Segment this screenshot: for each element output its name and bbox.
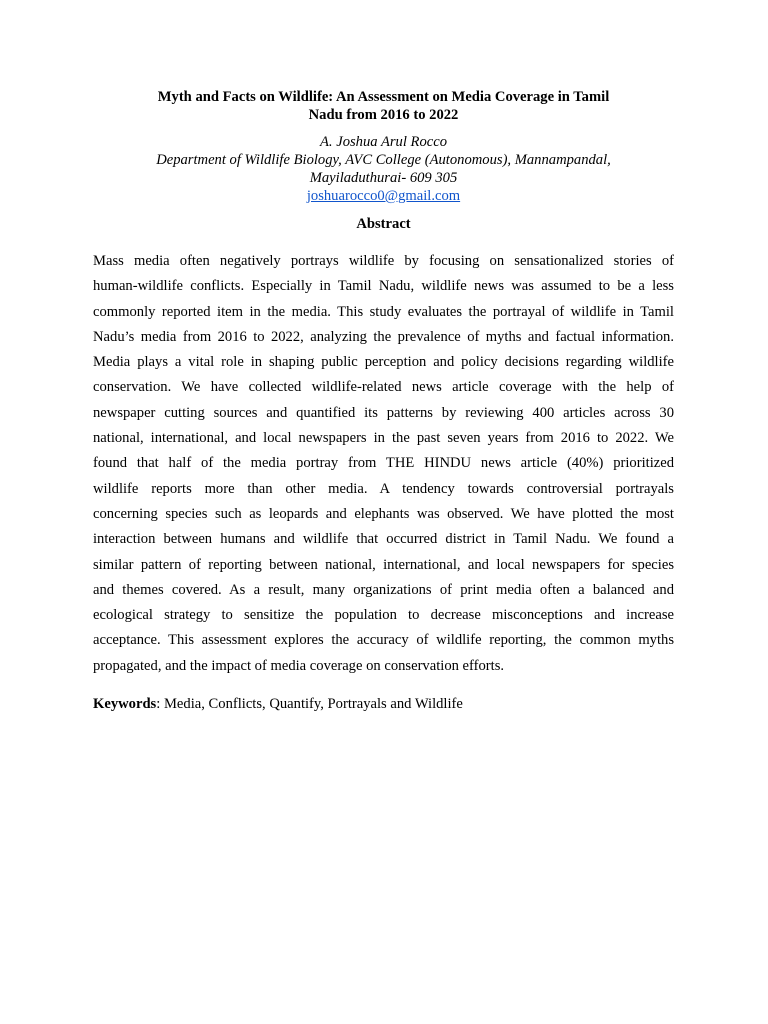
abstract-body	[93, 249, 674, 679]
abstract-line: found that half of the media portray from THE HINDU news article (40%) prioritized	[93, 455, 674, 472]
abstract-heading: Abstract	[356, 216, 411, 232]
abstract-line: concerning species such as leopards and elephants was observed. We have plotted the most	[93, 505, 674, 522]
abstract-line: similar pattern of reporting between national, international, and local newspapers for species	[93, 556, 674, 573]
abstract-line: national, international, and local newspapers in the past seven years from 2016 to 2022. We	[93, 430, 674, 447]
abstract-line: Nadu’s media from 2016 to 2022, analyzing the prevalence of myths and factual information.	[93, 328, 674, 345]
author-name: A. Joshua Arul Rocco	[320, 134, 447, 150]
abstract-line: conservation. We have collected wildlife-related news article coverage with the help of	[93, 379, 674, 396]
abstract-line: and themes covered. As a result, many organizations of print media often a balanced and	[93, 581, 674, 598]
keywords-section	[93, 695, 674, 713]
abstract-line: commonly reported item in the media. This study evaluates the portrayal of wildlife in Tamil	[93, 303, 674, 320]
abstract-line: interaction between humans and wildlife that occurred district in Tamil Nadu. We found a	[93, 531, 674, 548]
keywords-label: Keywords	[93, 696, 157, 712]
abstract-line: propagated, and the impact of media coverage on conservation efforts.	[93, 657, 505, 674]
abstract-line: acceptance. This assessment explores the accuracy of wildlife reporting, the common myths	[93, 632, 674, 649]
abstract-line: Media plays a vital role in shaping public perception and policy decisions regarding wildlife	[93, 354, 674, 371]
keywords-text: : Media, Conflicts, Quantify, Portrayals and Wildlife	[156, 696, 463, 712]
affiliation-line-1: Department of Wildlife Biology, AVC College (Autonomous), Mannampandal,	[156, 152, 611, 168]
paper-title-line-1: Myth and Facts on Wildlife: An Assessment on Media Coverage in Tamil	[157, 89, 610, 105]
abstract-line: newspaper cutting sources and quantified its patterns by reviewing 400 articles across 30	[93, 404, 674, 421]
abstract-line: human-wildlife conflicts. Especially in Tamil Nadu, wildlife news was assumed to be a less	[93, 278, 674, 295]
email-block	[93, 187, 674, 205]
author-block	[93, 133, 674, 187]
paper-title	[93, 88, 674, 124]
abstract-line: ecological strategy to sensitize the population to decrease misconceptions and increase	[93, 607, 674, 624]
author-email-link[interactable]: joshuarocco0@gmail.com	[306, 188, 461, 204]
abstract-line: wildlife reports more than other media. A tendency towards controversial portrayals	[93, 480, 674, 497]
abstract-line: Mass media often negatively portrays wildlife by focusing on sensationalized stories of	[93, 253, 674, 269]
paper-title-line-2: Nadu from 2016 to 2022	[308, 107, 459, 123]
affiliation-line-2: Mayiladuthurai- 609 305	[309, 170, 458, 186]
